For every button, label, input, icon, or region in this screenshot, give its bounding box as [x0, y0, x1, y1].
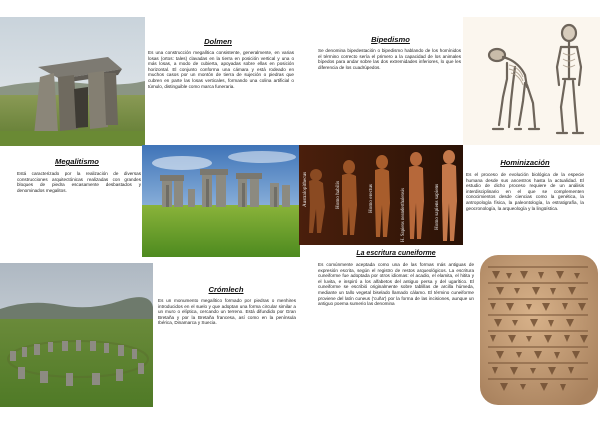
- skeletons-image: [463, 17, 600, 145]
- evolution-image: [299, 145, 463, 245]
- evolution-label-homo-erectus: Homo erectus: [368, 184, 374, 213]
- evolution-label-sapiens-sapiens: Homo sapiens sapiens: [434, 183, 440, 230]
- evolution-label-homo-habilis: Homo habilis: [335, 180, 341, 209]
- escritura-title: La escritura cuneiforme: [356, 250, 436, 257]
- evolution-label-australopithecus: Australopithecus: [302, 171, 308, 207]
- hominizacion-text: Es el proceso de evolución biológica de la especie humana desde sus ancestros hasta la actualidad. El estudio de dicho proceso requiere de un análisis interdisciplinario en el que se complementen conocimientos desde ciencias como la genética, la antropología física, la paleontología, la estratigrafía, la geocronología, la arqueología y la lingüística.: [466, 172, 584, 211]
- dolmen-title: Dolmen: [204, 37, 232, 46]
- bipedismo-text: Se denomina bipedestación o bipedismo hablando de los homínidos el término correcto sería el primero a la capacidad de los animales bípedos para andar sobre las dos extremidades inferiores, lo que les diferencia de los cuadrúpedos.: [318, 48, 461, 70]
- cromlech-image: [0, 263, 153, 407]
- cromlech-title: Crómlech: [208, 285, 244, 294]
- escritura-text: Es comúnmente aceptada como una de las formas más antiguas de expresión escrita, según el registro de restos arqueológicos. La escritura cuneiforme fue adoptada por otros idiomas: el acadio, el elamita, el hitita y el luvita, e inspiró a los alfabetos del antiguo persa y del ugarítico. El cuneiforme se escribió originalmente sobre tablillas de arcilla húmeda, mediante un tallo vegetal biselado llamado cálamo. El término cuneiforme proviene del latín cuneus ('cuña') por la forma de las incisiones, aunque un antiguo poema sumerio las denomina: [318, 262, 474, 307]
- stonehenge-image: [142, 145, 300, 257]
- cromlech-text: Es un monumento megalítico formado por piedras o menhires introducidos en el suelo y que adoptan una forma circular similar a un muro o elíptica, cercando un terreno. Está difundido por Gran Bretaña y por la Bretaña francesa, así como en la península Ibérica, Dinamarca y Suecia.: [158, 298, 296, 326]
- hominizacion-title: Hominización: [500, 158, 550, 167]
- megalitismo-title: Megalitismo: [55, 157, 99, 166]
- megalitismo-text: Está caracterizado por la realización de diversas construcciones arquitectónicas realizadas con grandes bloques de piedra escasamente desbastados y denominados megalitos.: [17, 171, 141, 193]
- dolmen-text: Es una construcción megalítica consistente, generalmente, en varias losas (ortos: tales) clavadas en la tierra en posición vertical y una o más losas, a modo de cubierta, apoyadas sobre ellas en posición horizontal. El conjunto conforma una cámara y está rodeado en muchos casos por un montón de tierra de sujeción o piedras que cubren en parte las losas verticales, formando una colina artificial o túmulo, distinguible como marca funeraria.: [148, 50, 294, 89]
- dolmen-image: [0, 17, 145, 146]
- evolution-label-neanderthalensis: H. Sapiens neanderthalensis: [401, 188, 406, 242]
- bipedismo-title: Bipedismo: [371, 35, 410, 44]
- cuneiform-tablet-image: [476, 253, 600, 407]
